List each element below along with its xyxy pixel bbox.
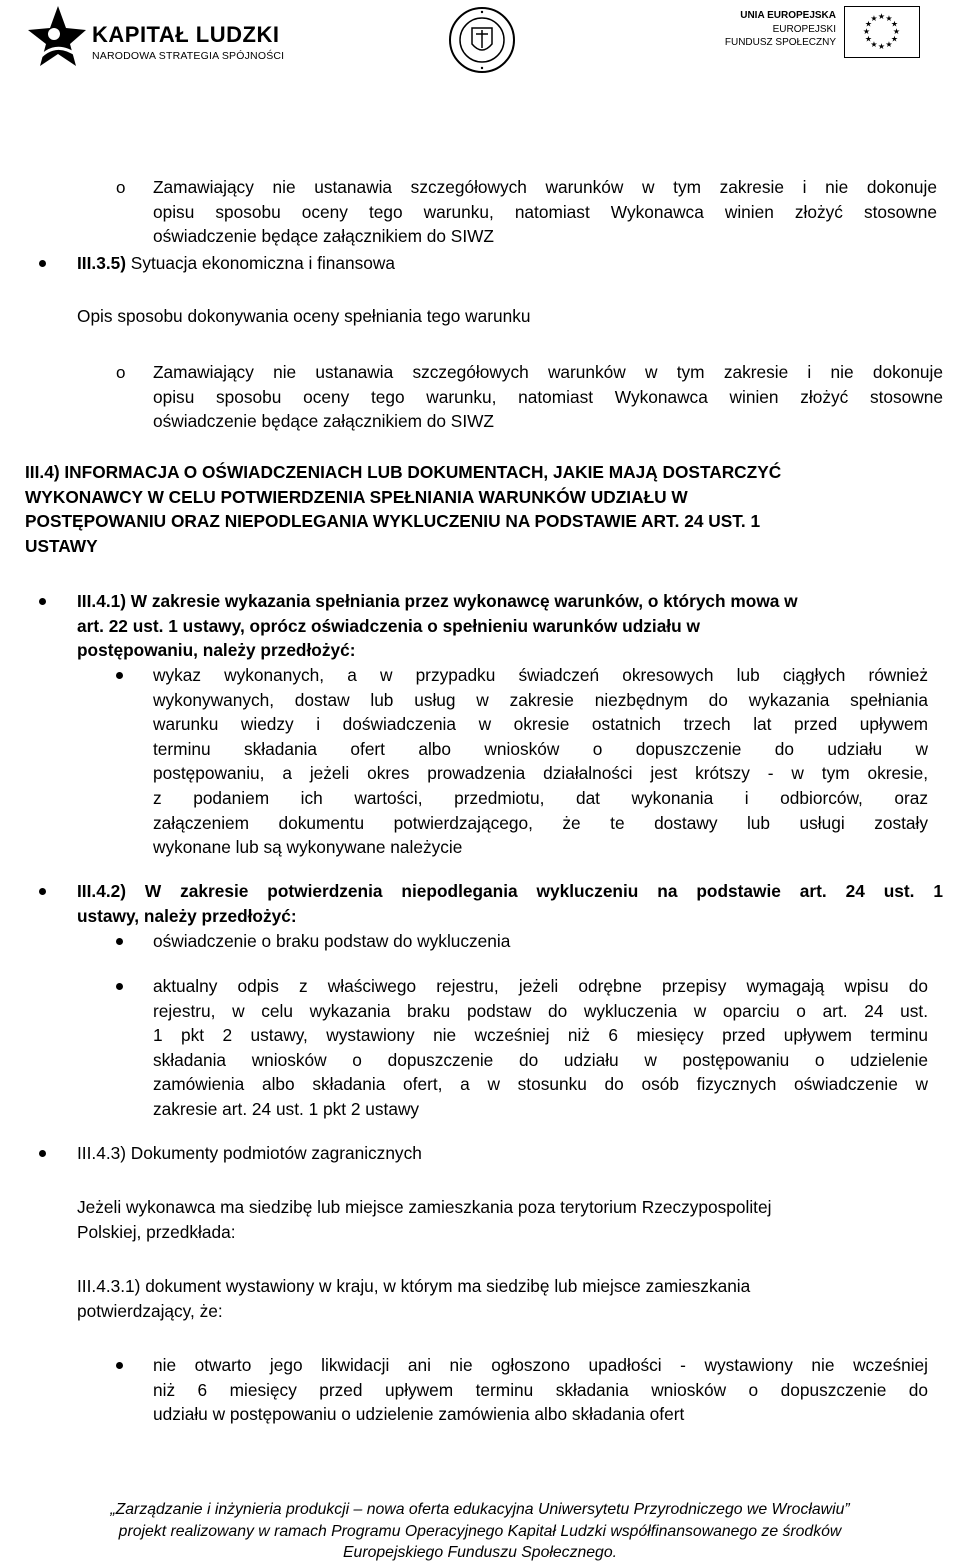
text-line: 1 pkt 2 ustawy, wystawiony nie wcześniej niż 6 miesięcy przed upływem terminu: [153, 1025, 928, 1046]
eu-logo-line-2: EUROPEJSKI: [772, 24, 836, 35]
text-line: art. 22 ust. 1 ustawy, oprócz oświadczenia o spełnieniu warunków udziału w: [77, 615, 700, 636]
text-line: udziału w postępowaniu o udzielenie zamówienia albo składania ofert: [153, 1404, 685, 1425]
text-line: wykonane lub są wykonywane należycie: [153, 837, 463, 858]
text-line: III.4.2) W zakresie potwierdzenia niepodlegania wykluczeniu na podstawie art. 24 ust. 1: [77, 881, 943, 901]
text-line: WYKONAWCY W CELU POTWIERDZENIA SPEŁNIANIA WARUNKÓW UDZIAŁU W: [25, 486, 688, 507]
circle-bullet-icon: o: [116, 178, 126, 197]
footer-line: projekt realizowany w ramach Programu Operacyjnego Kapitał Ludzki współfinansowanego ze środków: [118, 1522, 842, 1540]
sec6-paragraph-2: [77, 1274, 750, 1323]
sec1-paragraph: [153, 175, 937, 249]
svg-text:★: ★: [885, 14, 893, 23]
text-line: zakresie art. 24 ust. 1 pkt 2 ustawy: [153, 1098, 420, 1119]
sec3-heading: [25, 460, 935, 558]
page-footer: [0, 1499, 960, 1564]
text-line: opisu sposobu oceny tego warunku, natomiast Wykonawca winien złożyć stosowne: [153, 386, 943, 407]
svg-text:★: ★: [864, 19, 873, 29]
text-line: Zamawiający nie ustanawia szczegółowych warunków w tym zakresie i nie dokonuje: [153, 362, 943, 382]
bullet-icon: [39, 1150, 46, 1157]
text-line: z podaniem ich wartości, przedmiotu, dat wykonania i odbiorców, oraz: [153, 787, 928, 808]
university-seal: [448, 6, 516, 74]
svg-text:★: ★: [877, 42, 886, 51]
text-line: warunku wiedzy i doświadczenia w okresie ostatnich trzech lat przed upływem: [153, 714, 928, 735]
svg-text:★: ★: [870, 14, 878, 23]
sec2-paragraph: [153, 360, 943, 434]
sec5-list-item-1: oświadczenie o braku podstaw do wykluczenia: [153, 931, 511, 951]
bullet-icon: [116, 1362, 123, 1369]
text-line: składania wniosków o dopuszczenie do udziału w postępowaniu o udzielenie: [153, 1049, 928, 1070]
text-line: USTAWY: [25, 535, 98, 556]
kapital-ludzki-logo: [24, 4, 285, 74]
svg-text:★: ★: [890, 34, 899, 44]
bullet-icon: [39, 260, 46, 267]
text-line: III.4) INFORMACJA O OŚWIADCZENIACH LUB DOKUMENTACH, JAKIE MAJĄ DOSTARCZYĆ: [25, 462, 782, 482]
text-line: potwierdzający, że:: [77, 1300, 223, 1321]
text-line: zamówienia albo składania ofert, a w stosunku do osób fizycznych oświadczenie w: [153, 1074, 928, 1095]
heading-number: III.3.5): [77, 253, 126, 273]
sec6-heading: III.4.3) Dokumenty podmiotów zagranicznych: [77, 1143, 422, 1163]
bullet-icon: [39, 598, 46, 605]
bullet-icon: [39, 888, 46, 895]
sec4-heading: [77, 589, 798, 663]
text-line: załączeniem dokumentu potwierdzającego, że te dostawy lub usługi zostały: [153, 812, 928, 833]
svg-text:★: ★: [864, 34, 873, 44]
text-line: aktualny odpis z właściwego rejestru, jeżeli odrębne przepisy wymagają wpisu do: [153, 976, 928, 996]
bullet-icon: [116, 983, 123, 990]
text-line: wykaz wykonanych, a w przypadku świadczeń okresowych lub ciągłych również: [153, 665, 928, 685]
sec6-list-item: [153, 1353, 928, 1427]
text-line: postępowaniu, należy przedłożyć:: [77, 640, 356, 661]
eu-flag-icon: [844, 6, 920, 58]
text-line: oświadczenie będące załącznikiem do SIWZ: [153, 411, 494, 432]
kapital-ludzki-subtitle: NARODOWA STRATEGIA SPÓJNOŚCI: [92, 50, 285, 62]
eu-logo-line-1: UNIA EUROPEJSKA: [740, 10, 836, 21]
svg-text:★: ★: [892, 27, 901, 36]
text-line: POSTĘPOWANIU ORAZ NIEPODLEGANIA WYKLUCZENIU NA PODSTAWIE ART. 24 UST. 1: [25, 511, 761, 532]
page-header: [0, 0, 960, 82]
footer-line: Europejskiego Funduszu Społecznego.: [343, 1544, 617, 1561]
text-line: III.4.1) W zakresie wykazania spełniania przez wykonawcę warunków, o których mowa w: [77, 591, 798, 611]
circle-bullet-icon: o: [116, 363, 126, 382]
heading-text: Sytuacja ekonomiczna i finansowa: [130, 253, 395, 273]
text-line: Jeżeli wykonawca ma siedzibę lub miejsce zamieszkania poza terytorium Rzeczypospolitej: [77, 1197, 772, 1217]
bullet-icon: [116, 938, 123, 945]
text-line: rejestru, w celu wykazania braku podstaw do wykluczenia w oparciu o art. 24 ust.: [153, 1000, 928, 1021]
sec6-paragraph-1: [77, 1195, 771, 1244]
footer-line: „Zarządzanie i inżynieria produkcji – nowa oferta edukacyjna Uniwersytetu Przyrodniczego we Wrocławiu”: [110, 1501, 850, 1518]
text-line: nie otwarto jego likwidacji ani nie ogłoszono upadłości - wystawiony nie wcześniej: [153, 1355, 928, 1375]
text-line: niż 6 miesięcy przed upływem terminu składania wniosków o dopuszczenie do: [153, 1379, 928, 1400]
svg-text:★: ★: [885, 40, 893, 49]
bullet-icon: [116, 672, 123, 679]
svg-text:★: ★: [862, 27, 871, 36]
text-line: Polskiej, przedkłada:: [77, 1221, 236, 1242]
text-line: III.4.3.1) dokument wystawiony w kraju, w którym ma siedzibę lub miejsce zamieszkania: [77, 1276, 751, 1296]
sec4-list-item: [153, 663, 928, 860]
eu-logo-line-3: FUNDUSZ SPOŁECZNY: [724, 37, 836, 48]
svg-text:★: ★: [877, 12, 886, 21]
sec5-heading: [77, 879, 943, 928]
text-line: ustawy, należy przedłożyć:: [77, 905, 297, 926]
sec2-heading: [77, 251, 395, 276]
kapital-ludzki-star-icon: [24, 4, 88, 74]
text-line: oświadczenie będące załącznikiem do SIWZ: [153, 226, 494, 247]
text-line: Zamawiający nie ustanawia szczegółowych warunków w tym zakresie i nie dokonuje: [153, 177, 937, 197]
svg-text:★: ★: [870, 40, 878, 49]
text-line: opisu sposobu oceny tego warunku, natomiast Wykonawca winien złożyć stosowne: [153, 201, 937, 222]
university-seal-icon: [448, 6, 516, 74]
eu-logo: [724, 4, 920, 66]
sec5-list-item-2: [153, 974, 928, 1122]
text-line: postępowaniu, a jeżeli okres prowadzenia działalności jest krótszy - w tym okresie,: [153, 763, 928, 784]
text-line: wykonywanych, dostaw lub usług w zakresie niezbędnym do wykazania spełniania: [153, 689, 928, 710]
text-line: terminu składania ofert albo wniosków o dopuszczenie do udziału w: [153, 738, 928, 759]
svg-text:★: ★: [890, 19, 899, 29]
kapital-ludzki-title: KAPITAŁ LUDZKI: [92, 22, 280, 47]
sec2-opis: Opis sposobu dokonywania oceny spełniania tego warunku: [77, 306, 531, 326]
